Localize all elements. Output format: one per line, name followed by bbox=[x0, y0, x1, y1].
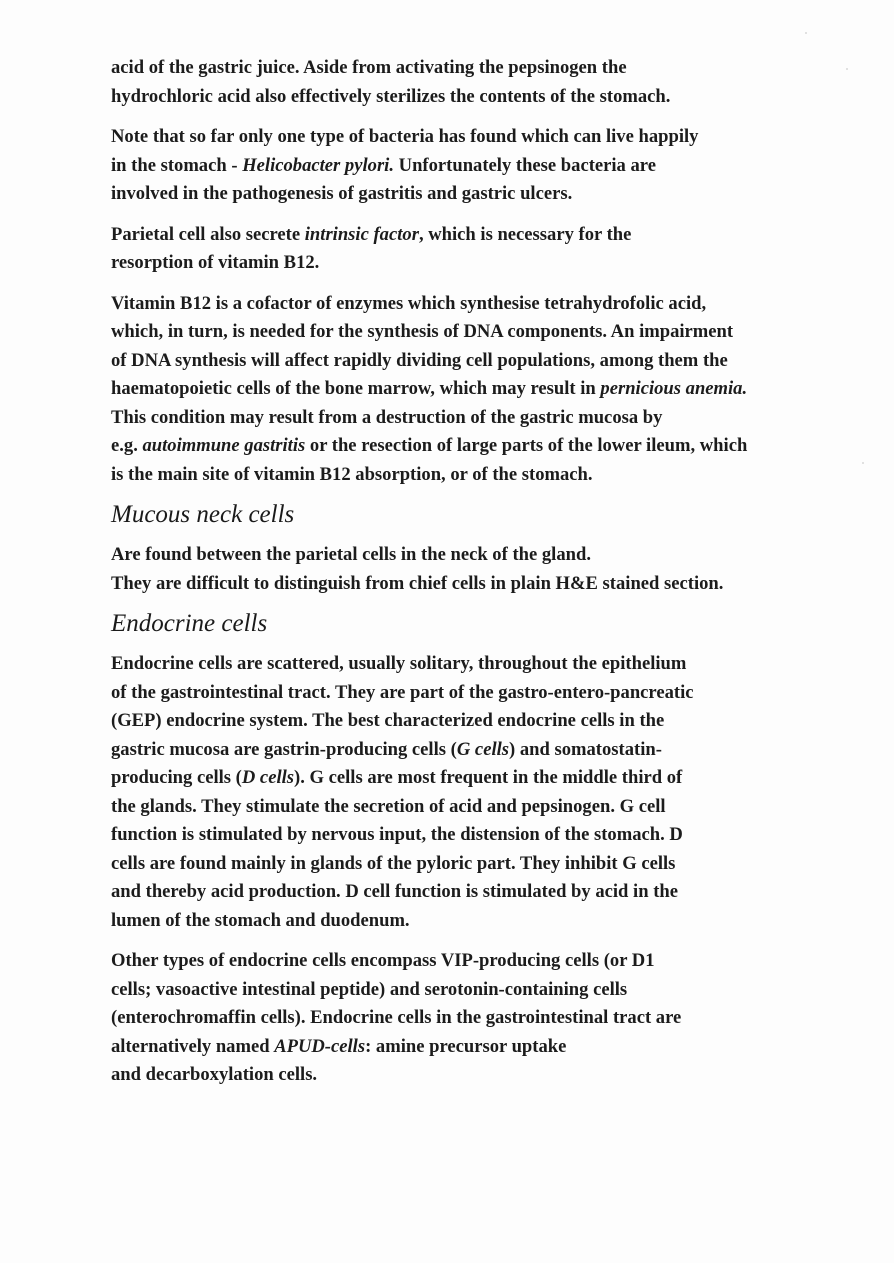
text-segment: the glands. They stimulate the secretion of acid and pepsinogen. G cell bbox=[111, 795, 666, 817]
italic-term: Helicobacter pylori. bbox=[242, 154, 394, 176]
section-heading-endocrine-cells: Endocrine cells bbox=[111, 610, 268, 637]
text-segment: involved in the pathogenesis of gastritis and gastric ulcers. bbox=[111, 183, 573, 204]
text-segment: of DNA synthesis will affect rapidly dividing cell populations, among them the bbox=[111, 349, 728, 371]
text-line bbox=[111, 375, 856, 404]
text-line bbox=[111, 1033, 856, 1062]
text-segment: Endocrine cells are scattered, usually solitary, throughout the epithelium bbox=[111, 653, 687, 674]
text-segment: of the gastrointestinal tract. They are part of the gastro-entero-pancreatic bbox=[111, 681, 694, 703]
text-segment: cells; vasoactive intestinal peptide) and serotonin-containing cells bbox=[111, 978, 628, 1000]
text-line bbox=[111, 707, 856, 736]
italic-term: G cells bbox=[456, 738, 510, 760]
paragraph bbox=[111, 290, 856, 490]
text-line bbox=[111, 878, 856, 907]
text-line bbox=[111, 821, 856, 850]
italic-term: autoimmune gastritis bbox=[142, 435, 306, 456]
text-line bbox=[111, 1061, 856, 1090]
text-line bbox=[111, 570, 856, 599]
text-segment: , which is necessary for the bbox=[418, 223, 632, 245]
text-segment: cells are found mainly in glands of the pyloric part. They inhibit G cells bbox=[111, 852, 676, 874]
italic-term: APUD-cells bbox=[274, 1035, 366, 1057]
text-line bbox=[111, 850, 856, 879]
text-segment: Other types of endocrine cells encompass VIP-producing cells (or D1 bbox=[111, 950, 655, 971]
text-line bbox=[111, 123, 856, 152]
italic-term: pernicious anemia. bbox=[600, 378, 748, 399]
text-segment: resorption of vitamin B12. bbox=[111, 252, 320, 273]
italic-term: D cells bbox=[241, 767, 295, 788]
text-segment: : amine precursor uptake bbox=[365, 1035, 567, 1057]
paragraph bbox=[111, 221, 856, 278]
scan-speck bbox=[862, 462, 864, 464]
paragraph bbox=[111, 541, 856, 598]
text-segment: or the resection of large parts of the lower ileum, which bbox=[305, 435, 748, 456]
text-segment: (GEP) endocrine system. The best characterized endocrine cells in the bbox=[111, 710, 665, 731]
text-line bbox=[111, 461, 856, 490]
text-line bbox=[111, 180, 856, 209]
scan-speck bbox=[805, 32, 807, 34]
text-segment: alternatively named bbox=[111, 1035, 275, 1057]
text-segment: Unfortunately these bacteria are bbox=[394, 154, 656, 176]
text-segment: haematopoietic cells of the bone marrow, which may result in bbox=[111, 378, 601, 399]
text-segment: (enterochromaffin cells). Endocrine cells in the gastrointestinal tract are bbox=[111, 1007, 682, 1028]
text-segment: e.g. bbox=[111, 435, 143, 456]
text-line bbox=[111, 221, 856, 250]
text-line bbox=[111, 793, 856, 822]
text-segment: and thereby acid production. D cell function is stimulated by acid in the bbox=[111, 881, 678, 902]
italic-term: intrinsic factor bbox=[304, 223, 419, 245]
document-body bbox=[111, 54, 856, 1090]
text-line bbox=[111, 679, 856, 708]
text-line bbox=[111, 318, 856, 347]
text-line bbox=[111, 947, 856, 976]
text-line bbox=[111, 83, 856, 112]
text-line bbox=[111, 541, 856, 570]
text-line bbox=[111, 404, 856, 433]
text-line bbox=[111, 152, 856, 181]
section-heading-mucous-neck-cells: Mucous neck cells bbox=[111, 501, 295, 528]
text-segment: ). G cells are most frequent in the middle third of bbox=[294, 767, 683, 788]
text-line bbox=[111, 907, 856, 936]
text-segment: Note that so far only one type of bacteria has found which can live happily bbox=[111, 126, 699, 147]
text-line bbox=[111, 976, 856, 1005]
paragraph bbox=[111, 650, 856, 935]
text-segment: This condition may result from a destruction of the gastric mucosa by bbox=[111, 406, 663, 428]
paragraph bbox=[111, 947, 856, 1090]
text-line bbox=[111, 736, 856, 765]
text-line bbox=[111, 249, 856, 278]
text-line bbox=[111, 764, 856, 793]
text-segment: lumen of the stomach and duodenum. bbox=[111, 909, 410, 931]
text-segment: They are difficult to distinguish from chief cells in plain H&E stained section. bbox=[111, 572, 724, 594]
text-segment: gastric mucosa are gastrin-producing cells ( bbox=[111, 738, 457, 760]
text-line bbox=[111, 650, 856, 679]
text-line bbox=[111, 54, 856, 83]
paragraph bbox=[111, 54, 856, 111]
text-segment: Are found between the parietal cells in the neck of the gland. bbox=[111, 544, 591, 565]
text-segment: producing cells ( bbox=[111, 767, 242, 788]
text-segment: Parietal cell also secrete bbox=[111, 223, 305, 245]
text-segment: which, in turn, is needed for the synthesis of DNA components. An impairment bbox=[111, 321, 734, 342]
text-line bbox=[111, 290, 856, 319]
text-segment: is the main site of vitamin B12 absorption, or of the stomach. bbox=[111, 463, 593, 485]
text-segment: Vitamin B12 is a cofactor of enzymes which synthesise tetrahydrofolic acid, bbox=[111, 292, 707, 314]
paragraph bbox=[111, 123, 856, 209]
text-segment: function is stimulated by nervous input, the distension of the stomach. D bbox=[111, 824, 683, 845]
text-line bbox=[111, 432, 856, 461]
text-segment: in the stomach - bbox=[111, 154, 243, 176]
text-segment: hydrochloric acid also effectively sterilizes the contents of the stomach. bbox=[111, 85, 671, 107]
text-segment: ) and somatostatin- bbox=[509, 738, 662, 760]
text-line bbox=[111, 1004, 856, 1033]
text-line bbox=[111, 347, 856, 376]
text-segment: and decarboxylation cells. bbox=[111, 1064, 318, 1085]
text-segment: acid of the gastric juice. Aside from activating the pepsinogen the bbox=[111, 57, 627, 78]
